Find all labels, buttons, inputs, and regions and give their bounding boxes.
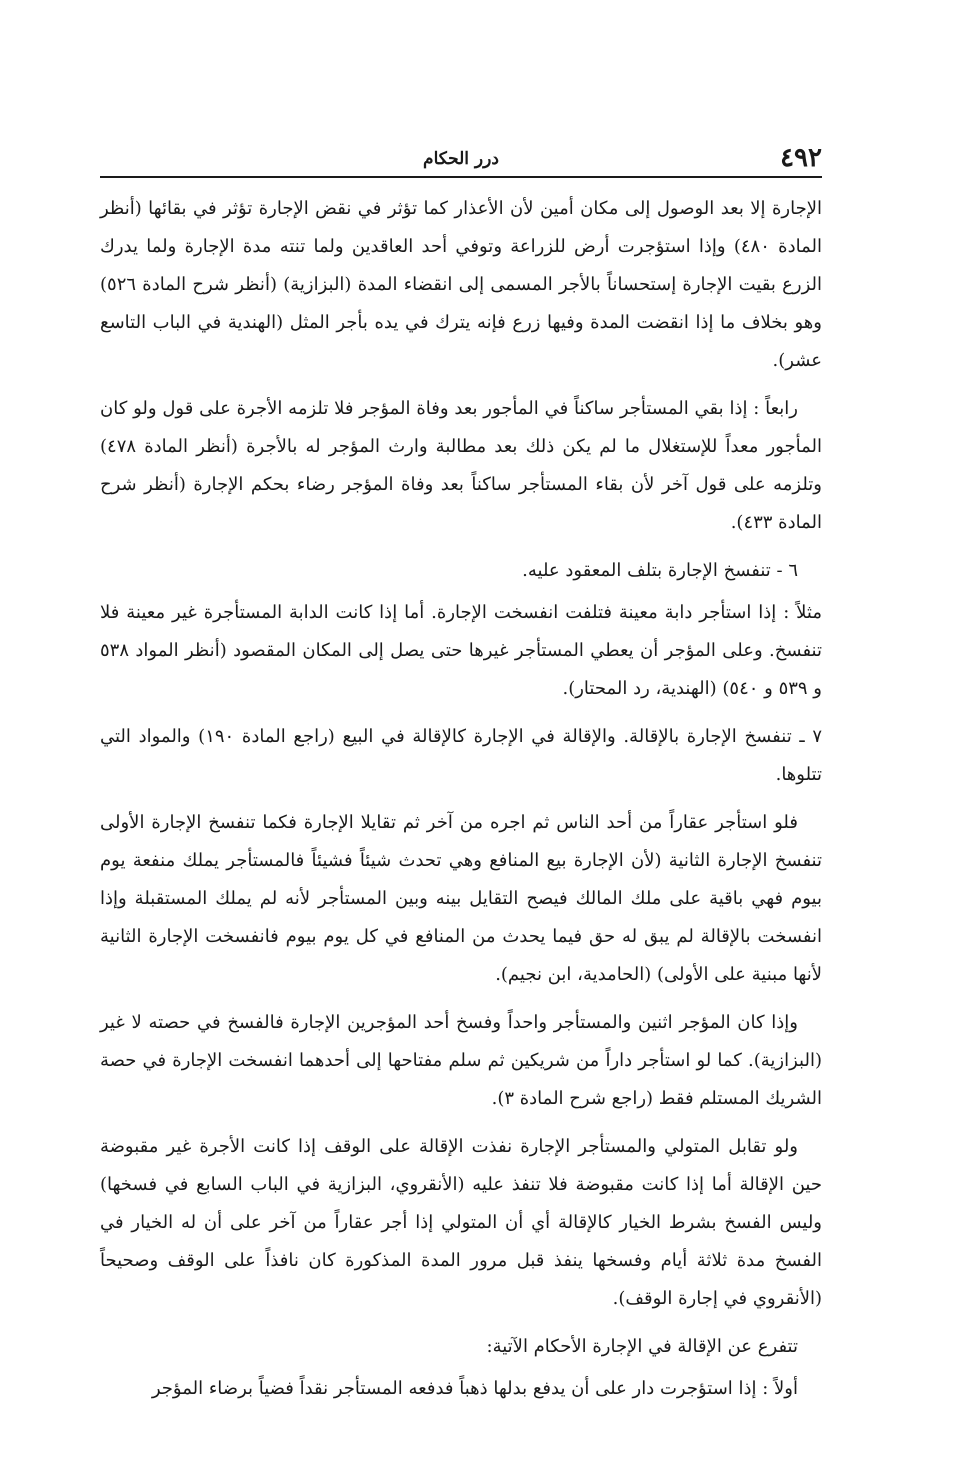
page-header bbox=[100, 142, 822, 178]
paragraph-fourth: رابعاً : إذا بقي المستأجر ساكناً في المأجور بعد وفاة المؤجر فلا تلزمه الأجرة على قول ولو كان المأجور معداً للإستغلال ما لم يكن ذلك بعد مطالبة وارث المؤجر له بالأجرة (أنظر المادة ٤٧٨) وتلزمه على قول آخر لأن بقاء المستأجر ساكناً بعد وفاة المؤجر رضاء بحكم الإجارة (أنظر شرح المادة ٤٣٣). bbox=[100, 398, 822, 533]
paragraph-branches: تتفرع عن الإقالة في الإجارة الأحكام الآتية: bbox=[486, 1336, 798, 1357]
paragraph-continuation: الإجارة إلا بعد الوصول إلى مكان أمين لأن الأعذار كما تؤثر في نقض الإجارة تؤثر في بقائها (أنظر المادة ٤٨٠) وإذا استؤجرت أرض للزراعة وتوفي أحد العاقدين ولما تنته مدة الإجارة ولما يدرك الزرع بقيت الإجارة إستحساناً بالأجر المسمى إلى انقضاء المدة (البزازية) (أنظر شرح المادة ٥٢٦) وهو بخلاف ما إذا انقضت المدة وفيها زرع فإنه يترك في يده بأجر المثل (الهندية في الباب التاسع عشر). bbox=[100, 198, 822, 371]
running-title: درر الحكام bbox=[423, 149, 499, 169]
paragraph-rule-6: ٦ - تنفسخ الإجارة بتلف المعقود عليه. bbox=[522, 560, 798, 581]
paragraph-sublease: فلو استأجر عقاراً من أحد الناس ثم اجره من آخر ثم تقايلا الإجارة فكما تنفسخ الإجارة الأولى تنفسخ الإجارة الثانية (لأن الإجارة بيع المنافع وهي تحدث شيئاً فشيئاً فالمستأجر يملك منفعة يوم بيوم فهي باقية على ملك المالك فيصح التقايل بينه وبين المستأجر لأنه لم يملك المستقبلة وإذا انفسخت بالإقالة لم يبق له حق فيما يحدث من المنافع في كل يوم بيوم فانفسخت الإجارة الثانية لأنها مبنية على الأولى) (الحامدية، ابن نجيم). bbox=[100, 812, 822, 985]
paragraph-first: أولاً : إذا استؤجرت دار على أن يدفع بدلها ذهباً فدفعه المستأجر نقداً فضياً برضاء المؤجر bbox=[151, 1378, 798, 1399]
paragraph-trustee: ولو تقابل المتولي والمستأجر الإجارة نفذت الإقالة على الوقف إذا كانت الأجرة غير مقبوضة حين الإقالة أما إذا كانت مقبوضة فلا تنفذ عليه (الأنقروي، البزازية في الباب السابع في فسخها) وليس الفسخ بشرط الخيار كالإقالة أي أن المتولي إذا أجر عقاراً من آخر على أن له الخيار في الفسخ مدة ثلاثة أيام وفسخها ينفذ قبل مرور المدة المذكورة كان نافذاً على الوقف وصحيحاً (الأنقروي في إجارة الوقف). bbox=[100, 1136, 822, 1309]
paragraph-two-lessors: وإذا كان المؤجر اثنين والمستأجر واحداً وفسخ أحد المؤجرين الإجارة فالفسخ في حصته لا غير (البزازية). كما لو استأجر داراً من شريكين ثم سلم مفتاحها إلى أحدهما انفسخت الإجارة في حصة الشريك المستلم فقط (راجع شرح المادة ٣). bbox=[100, 1012, 822, 1109]
paragraph-example: مثلاً : إذا استأجر دابة معينة فتلفت انفسخت الإجارة. أما إذا كانت الدابة المستأجرة غير معينة فلا تنفسخ. وعلى المؤجر أن يعطي المستأجر غيرها حتى يصل إلى المكان المقصود (أنظر المواد ٥٣٨ و ٥٣٩ و ٥٤٠) (الهندية، رد المحتار). bbox=[100, 602, 822, 699]
page-number: ٤٩٢ bbox=[780, 143, 822, 173]
document-page bbox=[100, 142, 822, 1418]
page-body bbox=[100, 190, 822, 1408]
paragraph-rule-7: ٧ ـ تنفسخ الإجارة بالإقالة. والإقالة في الإجارة كالإقالة في البيع (راجع المادة ١٩٠) والمواد التي تتلوها. bbox=[100, 726, 822, 785]
